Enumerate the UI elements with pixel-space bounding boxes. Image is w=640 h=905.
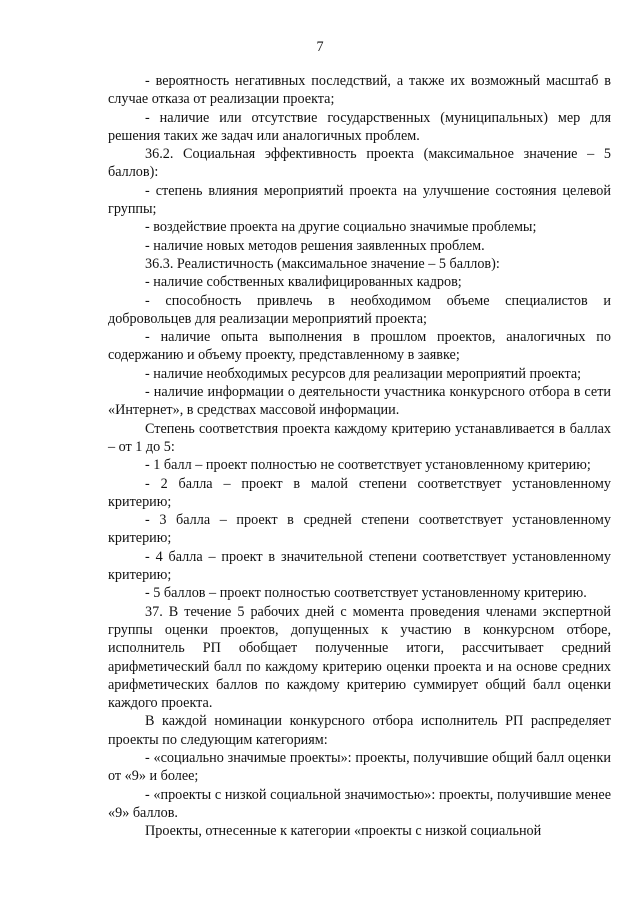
paragraph: - наличие необходимых ресурсов для реализации мероприятий проекта; — [145, 365, 582, 382]
score-item: - 4 балла – проект в значительной степени соответствует установленному критерию; — [108, 548, 611, 584]
category-item: - «социально значимые проекты»: проекты, получившие общий балл оценки от «9» и более; — [108, 749, 611, 785]
page-number: 7 — [316, 39, 324, 55]
score-item: - 3 балла – проект в средней степени соответствует установленному критерию; — [108, 512, 611, 547]
score-item: - 5 баллов – проект полностью соответствует установленному критерию. — [145, 585, 587, 602]
paragraph: - воздействие проекта на другие социально значимые проблемы; — [145, 219, 537, 236]
section-heading-36-2: 36.2. Социальная эффективность проекта (максимальное значение – 5 баллов): — [108, 146, 611, 181]
paragraph: - наличие опыта выполнения в прошлом проектов, аналогичных по содержанию и объему проекту, представленному в заявке; — [108, 329, 611, 364]
category-item: - «проекты с низкой социальной значимостью»: проекты, получившие менее «9» баллов. — [108, 786, 611, 821]
section-heading-36-3: 36.3. Реалистичность (максимальное значение – 5 баллов): — [145, 255, 500, 272]
paragraph: - способность привлечь в необходимом объеме специалистов и добровольцев для реализации мероприятий проекта; — [108, 292, 611, 327]
paragraph: - наличие или отсутствие государственных (муниципальных) мер для решения таких же задач или аналогичных проблем. — [108, 109, 611, 144]
document-body — [108, 72, 611, 840]
score-item: - 2 балла – проект в малой степени соответствует установленному критерию; — [108, 475, 611, 510]
paragraph: Степень соответствия проекта каждому критерию устанавливается в баллах – от 1 до 5: — [108, 420, 611, 455]
paragraph: В каждой номинации конкурсного отбора исполнитель РП распределяет проекты по следующим категориям: — [108, 713, 611, 748]
paragraph: Проекты, отнесенные к категории «проекты с низкой социальной — [145, 823, 542, 840]
paragraph: - наличие информации о деятельности участника конкурсного отбора в сети «Интернет», в средствах массовой информации. — [108, 384, 611, 419]
paragraph: - наличие собственных квалифицированных кадров; — [145, 274, 462, 291]
score-item: - 1 балл – проект полностью не соответствует установленному критерию; — [145, 457, 591, 474]
paragraph: - вероятность негативных последствий, а также их возможный масштаб в случае отказа от реализации проекта; — [108, 73, 611, 108]
paragraph: - наличие новых методов решения заявленных проблем. — [145, 237, 485, 254]
paragraph: - степень влияния мероприятий проекта на улучшение состояния целевой группы; — [108, 182, 611, 218]
section-37: 37. В течение 5 рабочих дней с момента проведения членами экспертной группы оценки проектов, допущенных к участию в конкурсном отборе, исполнитель РП обобщает полученные итоги, рассчитывает средний арифметический балл по каждому критерию оценки проекта и на основе средних арифметических баллов по каждому критерию суммирует общий балл оценки каждого проекта. — [108, 603, 611, 712]
